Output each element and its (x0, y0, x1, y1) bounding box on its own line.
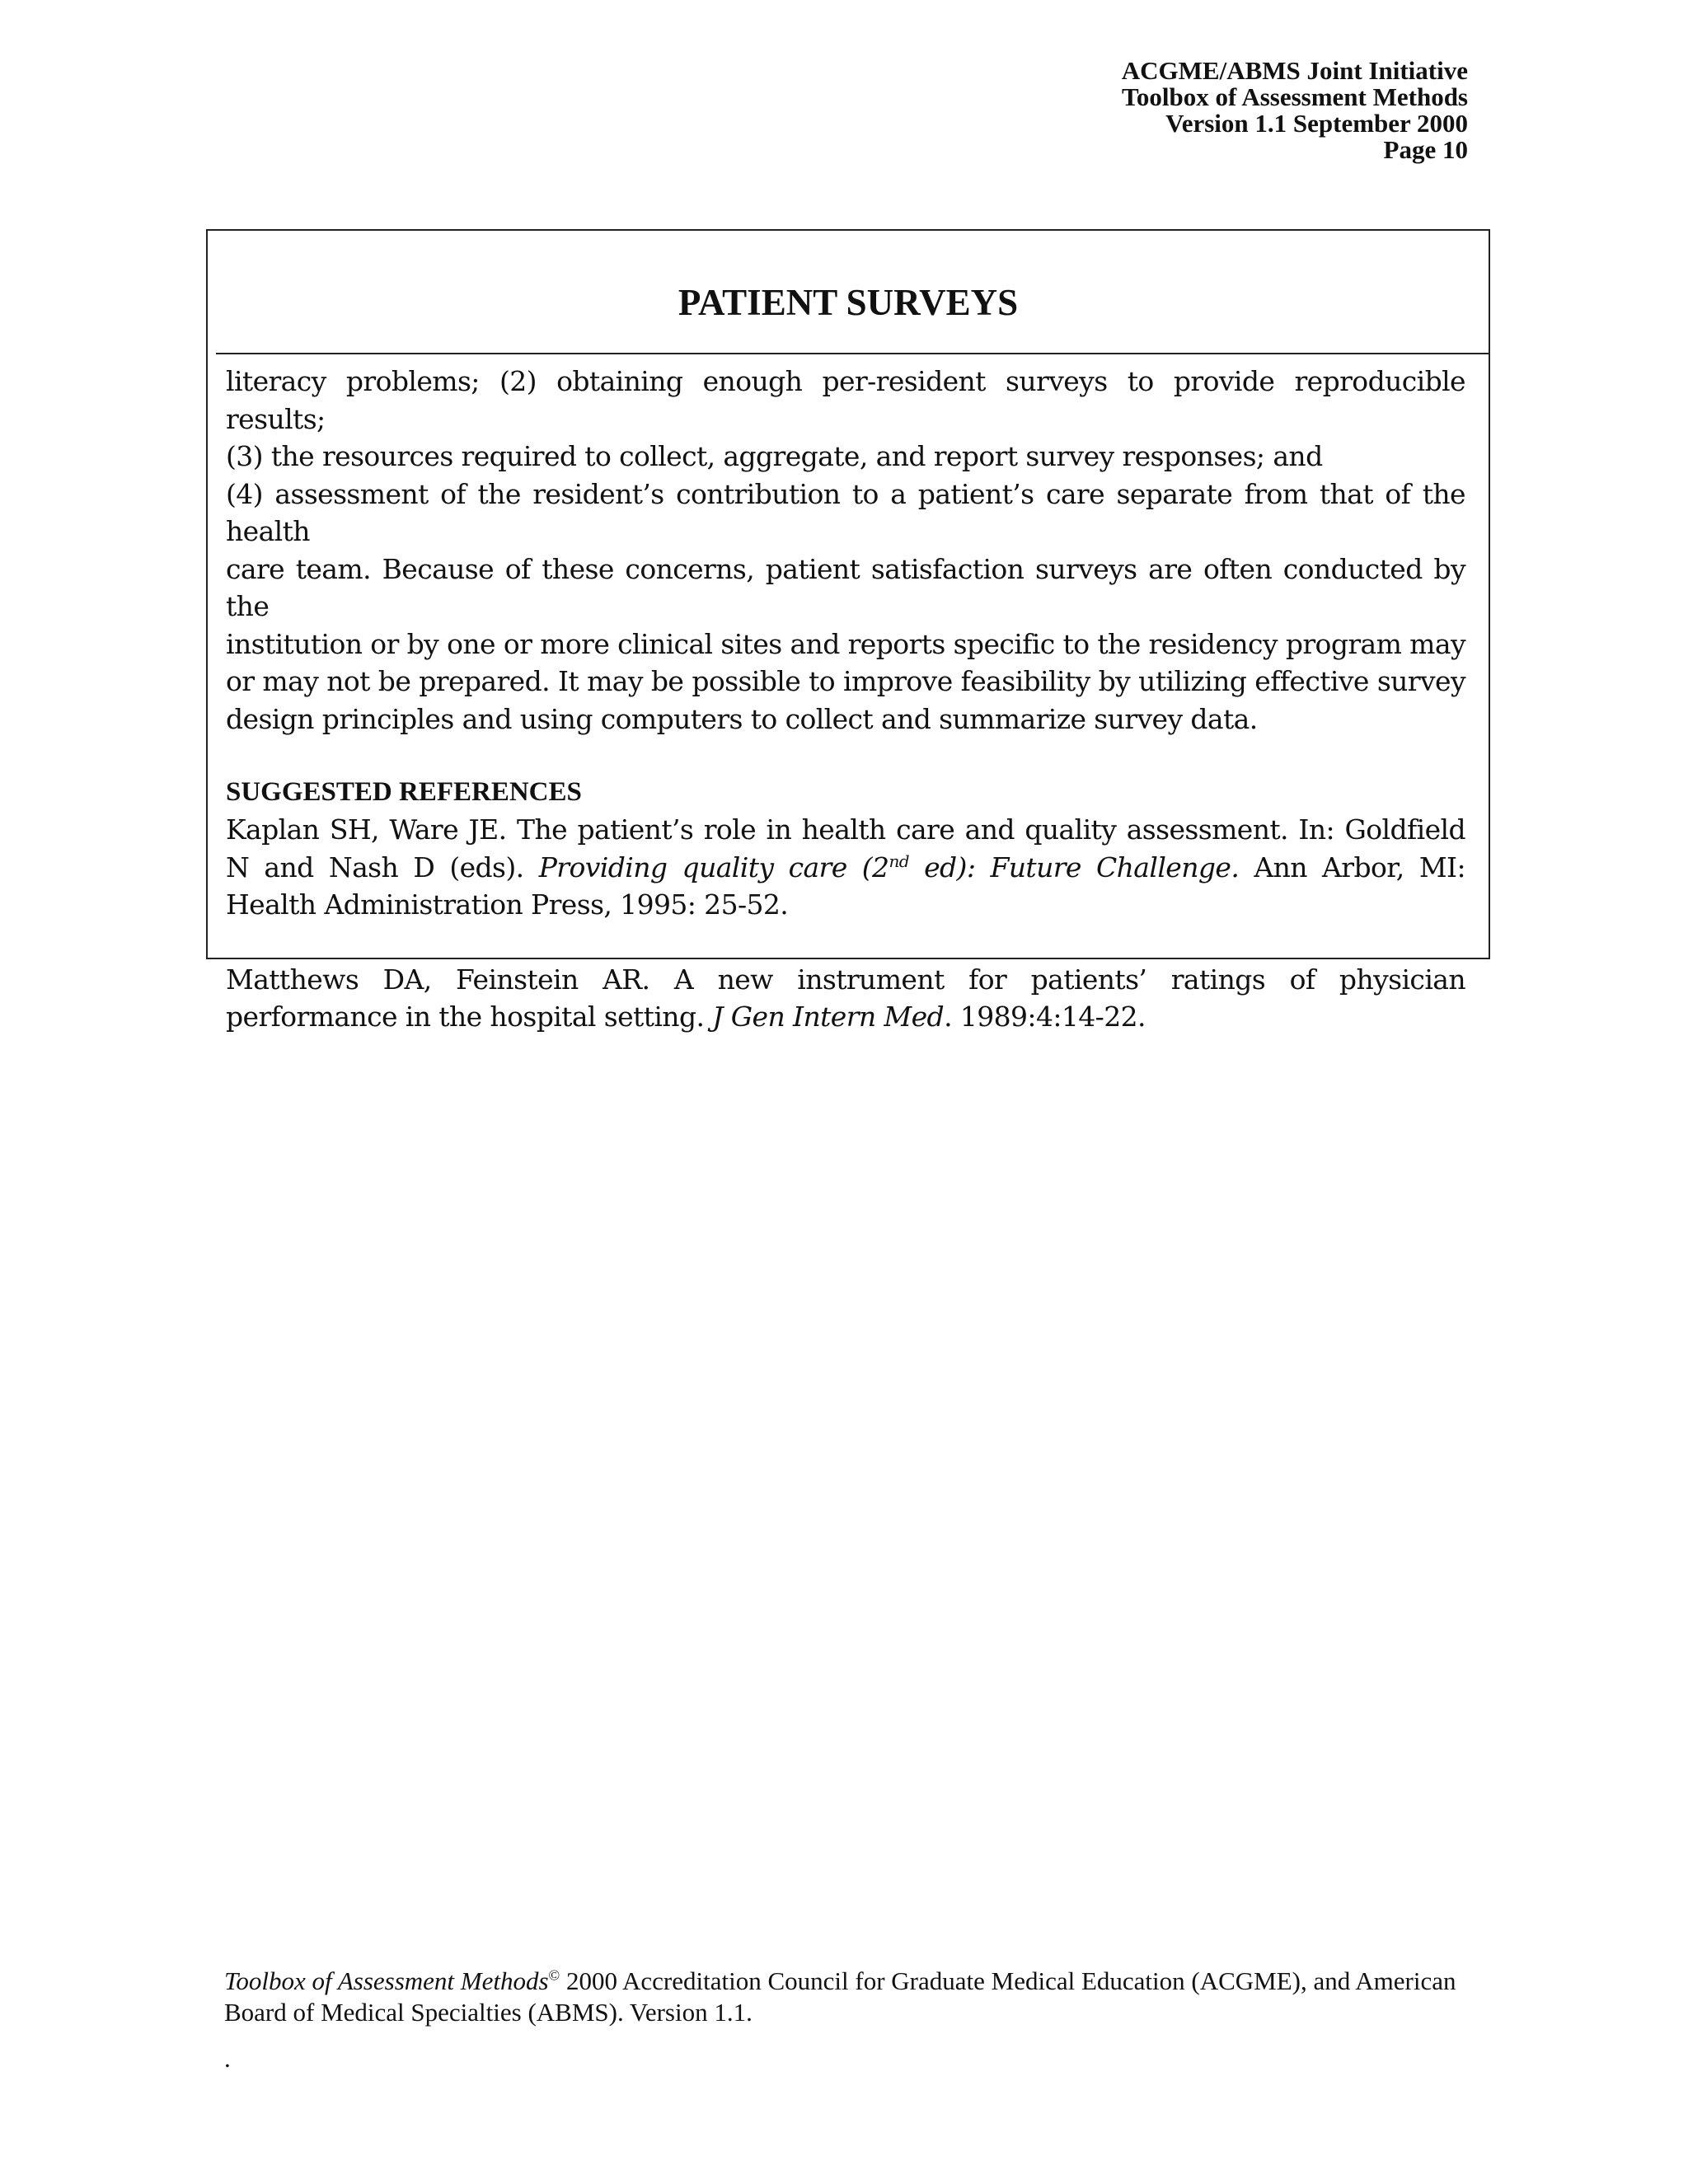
paragraph-line: or may not be prepared. It may be possible to improve feasibility by utilizing effective survey (226, 665, 1465, 697)
paragraph-line: institution or by one or more clinical sites and reports specific to the residency program may (226, 627, 1465, 660)
reference-item (226, 961, 1465, 1036)
content-box (206, 229, 1490, 1033)
paragraph-line: literacy problems; (2) obtaining enough per-resident surveys to provide reproducible results; (226, 365, 1465, 435)
footer-trailing-dot: . (224, 2044, 231, 2073)
page-header (1122, 58, 1468, 163)
header-version: Version 1.1 September 2000 (1165, 109, 1468, 138)
reference-journal: J Gen Intern Med (712, 1001, 945, 1033)
paragraph-line: (3) the resources required to collect, aggregate, and report survey responses; and (226, 440, 1323, 472)
paragraph-line: design principles and using computers to collect and summarize survey data. (226, 702, 1258, 735)
header-toolbox: Toolbox of Assessment Methods (1122, 82, 1468, 111)
footer-title: Toolbox of Assessment Methods (224, 1966, 549, 1995)
references-heading: SUGGESTED REFERENCES (226, 777, 582, 807)
reference-citation: . 1989:4:14-22. (944, 1001, 1146, 1033)
references-list (226, 811, 1465, 1036)
reference-text: Kaplan SH, Ware JE. The patient’s role in health care and quality assessment. In: Goldfield N and Nash D (eds). (226, 813, 1465, 883)
page-footer (224, 1966, 1477, 2028)
box-title: PATIENT SURVEYS (678, 282, 1019, 323)
reference-publisher: Ann Arbor, MI: Health Administration Press, 1995: 25-52. (226, 851, 1465, 921)
header-initiative: ACGME/ABMS Joint Initiative (1121, 56, 1468, 85)
reference-item (226, 811, 1465, 924)
reference-text: Matthews DA, Feinstein AR. A new instrument for patients’ ratings of physician performance in the hospital setting. (226, 963, 1465, 1033)
body-paragraph (226, 363, 1465, 738)
reference-book-title: Providing quality care (2nd ed): Future Challenge. (538, 851, 1240, 883)
edition-superscript: nd (889, 851, 909, 871)
title-divider (216, 353, 1489, 354)
header-page-number: Page 10 (1383, 135, 1468, 164)
footer-text: 2000 Accreditation Council for Graduate Medical Education (ACGME), and American Board of Medical Specialties (ABMS). Version 1.1. (224, 1966, 1456, 2027)
copyright-symbol: © (548, 1966, 560, 1984)
box-body (226, 363, 1465, 1036)
paragraph-line: (4) assessment of the resident’s contribution to a patient’s care separate from that of the health (226, 477, 1465, 547)
paragraph-line: care team. Because of these concerns, patient satisfaction surveys are often conducted by the (226, 552, 1465, 622)
